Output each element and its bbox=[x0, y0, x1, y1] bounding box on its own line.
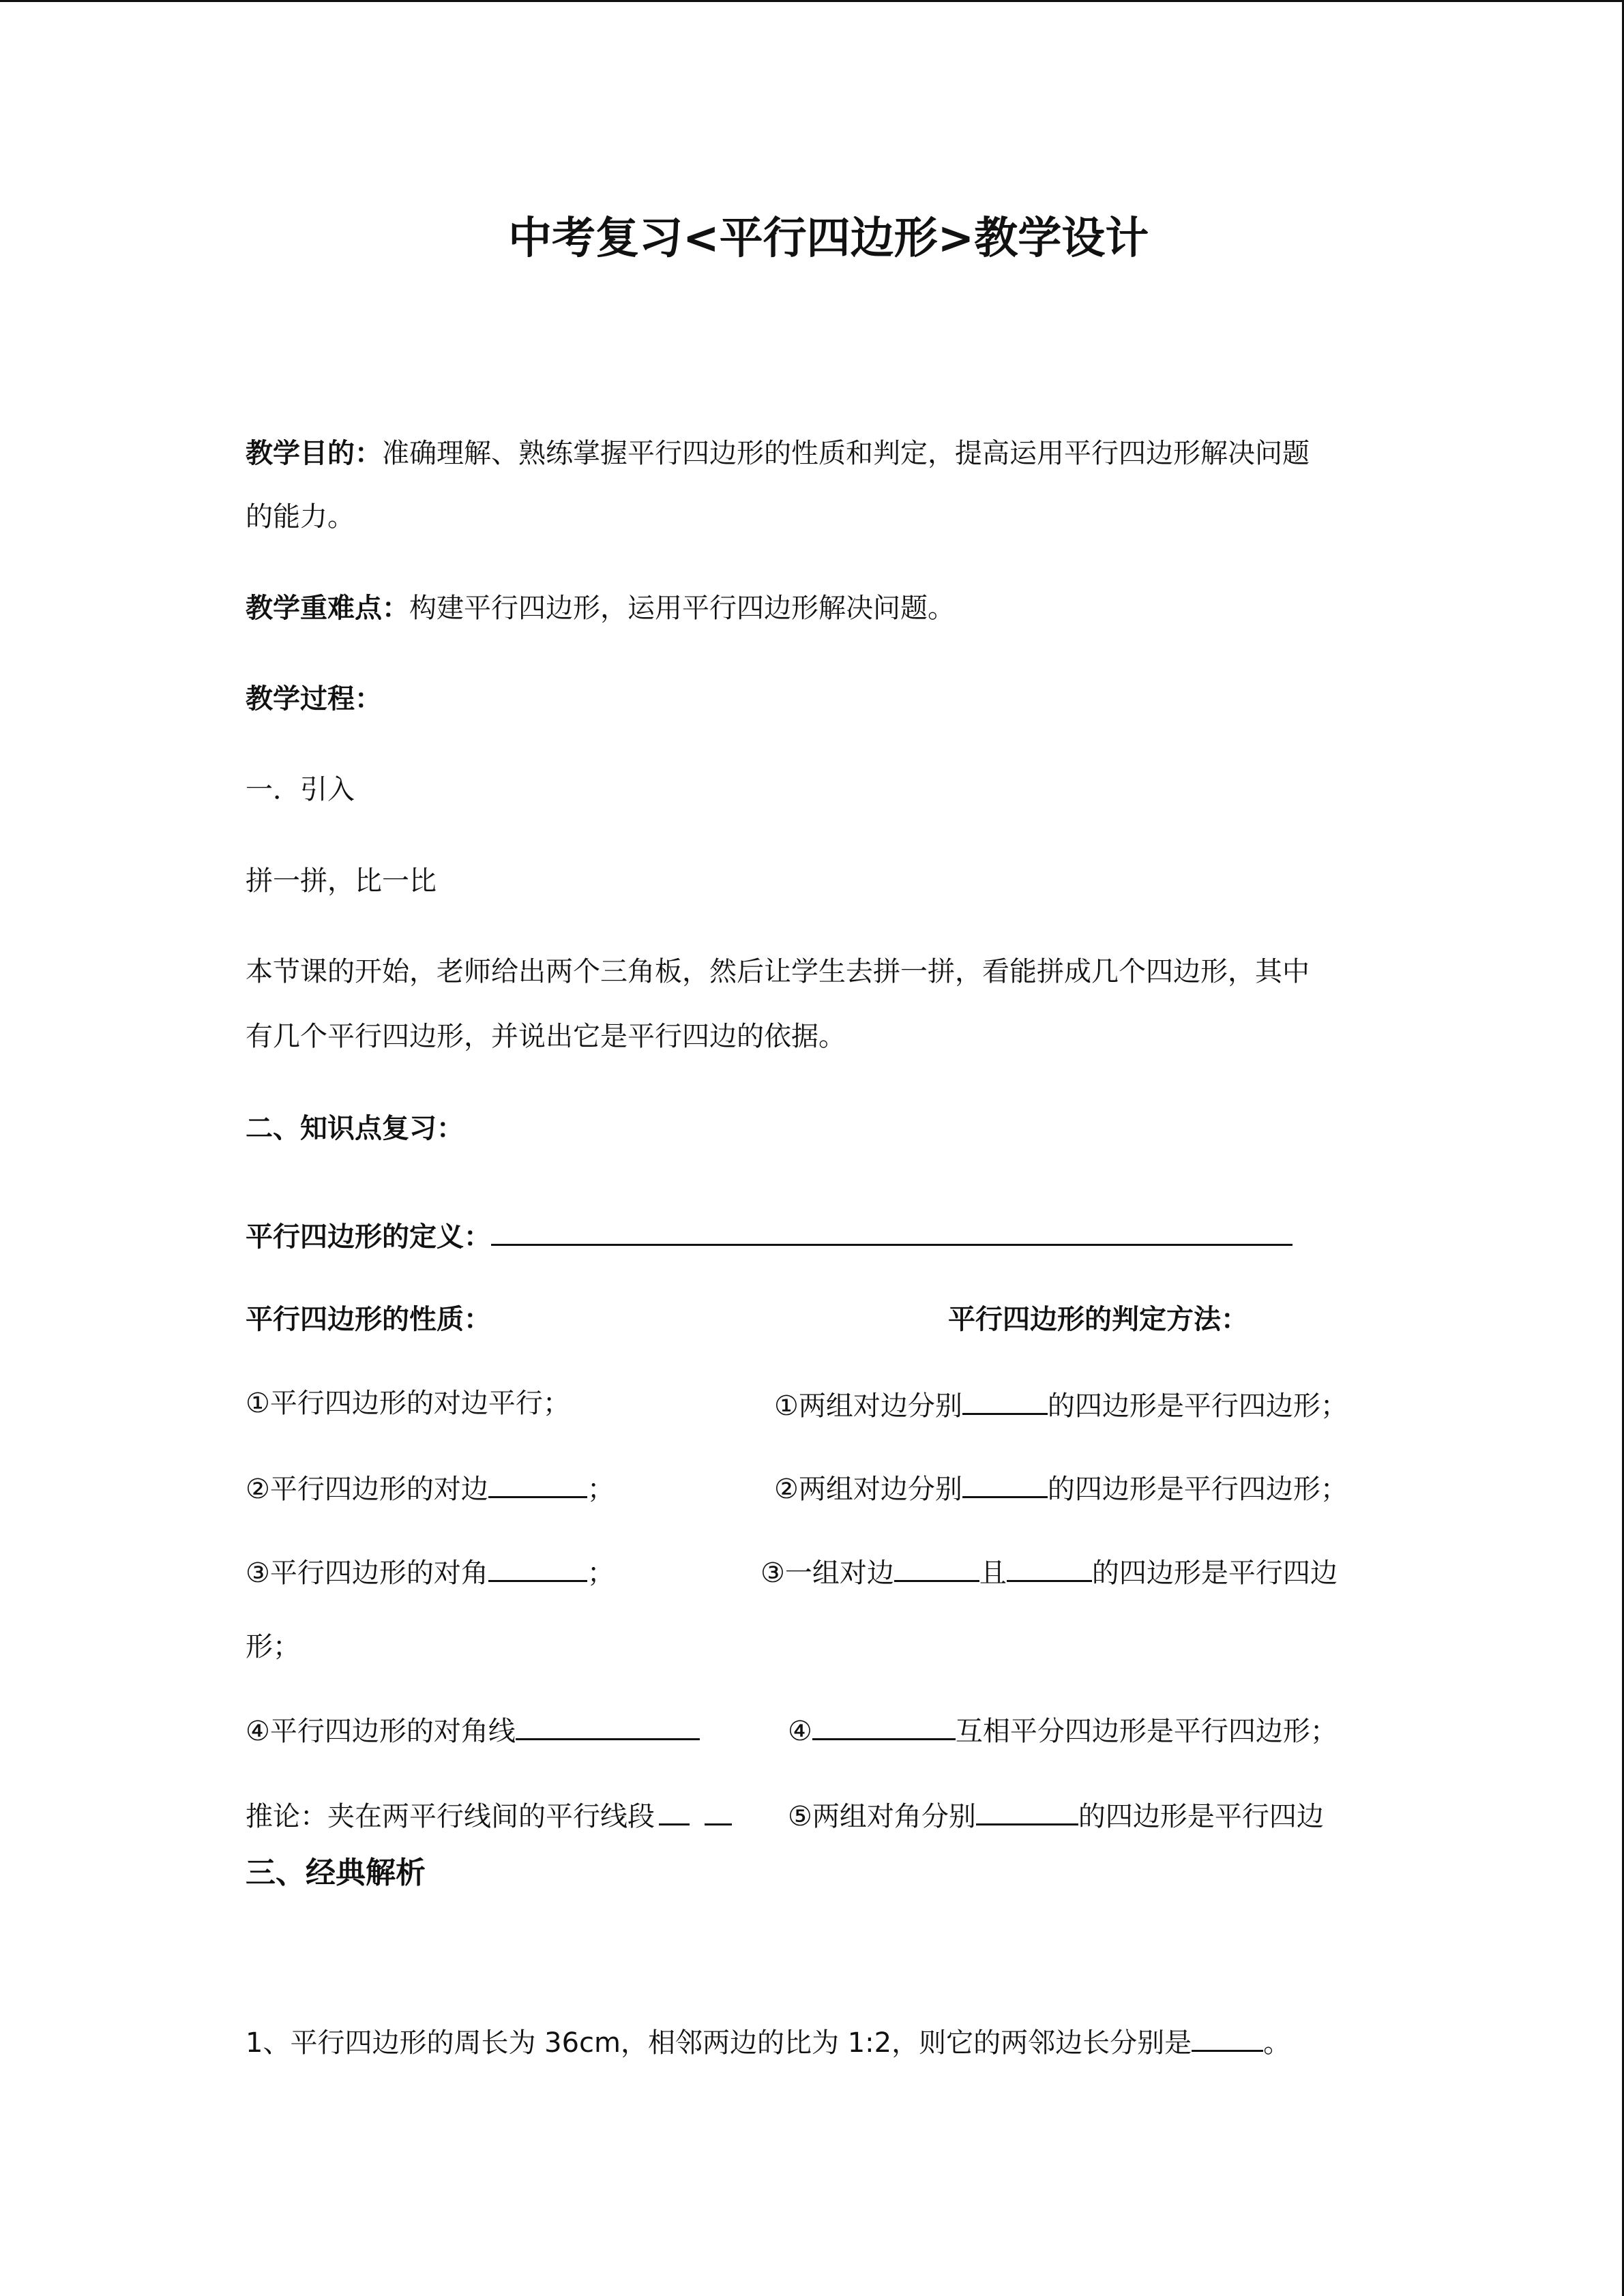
key-points-label: 教学重难点： bbox=[246, 593, 409, 624]
question-1 bbox=[246, 2027, 1290, 2057]
property-4-a: ④平行四边形的对角线 bbox=[246, 1716, 516, 1747]
question-1-blank bbox=[1192, 2027, 1263, 2052]
criterion-3-a: ③一组对边 bbox=[761, 1557, 894, 1589]
property-2-b: ； bbox=[587, 1474, 615, 1505]
question-1-end: 。 bbox=[1263, 2027, 1291, 2059]
corollary bbox=[246, 1800, 732, 1830]
criterion-3-b: 且 bbox=[979, 1557, 1007, 1589]
criterion-4 bbox=[788, 1715, 1338, 1745]
property-4-blank bbox=[516, 1715, 700, 1740]
criterion-1 bbox=[774, 1390, 1348, 1420]
section1-desc-line2: 有几个平行四边形，并说出它是平行四边的依据。 bbox=[246, 1021, 846, 1052]
criterion-1-blank bbox=[962, 1390, 1048, 1415]
criterion-1-b: 的四边形是平行四边形； bbox=[1047, 1390, 1348, 1422]
definition-label: 平行四边形的定义： bbox=[246, 1221, 491, 1253]
property-3-a: ③平行四边形的对角 bbox=[246, 1557, 488, 1589]
properties-heading: 平行四边形的性质： bbox=[246, 1304, 491, 1335]
property-1: ①平行四边形的对边平行； bbox=[246, 1388, 570, 1419]
section3-heading: 三、经典解析 bbox=[246, 1855, 426, 1890]
corollary-text: 推论：夹在两平行线间的平行线段 bbox=[246, 1801, 655, 1832]
section1-heading: 一．引入 bbox=[246, 774, 355, 805]
criterion-3-blank-2 bbox=[1007, 1557, 1092, 1582]
objective-line1 bbox=[246, 440, 1310, 467]
property-2-a: ②平行四边形的对边 bbox=[246, 1474, 488, 1505]
key-points bbox=[246, 595, 955, 622]
criteria-heading: 平行四边形的判定方法： bbox=[948, 1304, 1248, 1335]
criterion-4-a: ④ bbox=[788, 1716, 812, 1747]
criterion-2-blank bbox=[962, 1473, 1048, 1498]
definition-blank bbox=[491, 1221, 1293, 1246]
objective-line2: 的能力。 bbox=[246, 501, 355, 533]
criterion-2-a: ②两组对边分别 bbox=[774, 1474, 962, 1505]
criterion-2-b: 的四边形是平行四边形； bbox=[1047, 1474, 1348, 1505]
process-label: 教学过程： bbox=[246, 683, 382, 715]
objective-label: 教学目的： bbox=[246, 438, 382, 469]
criterion-3-wrap: 形； bbox=[246, 1631, 300, 1663]
criterion-1-a: ①两组对边分别 bbox=[774, 1390, 962, 1422]
criterion-4-blank bbox=[812, 1715, 956, 1740]
corollary-blank-1 bbox=[659, 1800, 690, 1825]
section2-heading: 二、知识点复习： bbox=[246, 1113, 464, 1144]
criterion-4-b: 互相平分四边形是平行四边形； bbox=[955, 1716, 1338, 1747]
criterion-3-blank-1 bbox=[894, 1557, 979, 1582]
property-3 bbox=[246, 1557, 615, 1587]
criterion-5-b: 的四边形是平行四边 bbox=[1078, 1801, 1324, 1832]
property-2 bbox=[246, 1473, 615, 1503]
objective-text: 准确理解、熟练掌握平行四边形的性质和判定，提高运用平行四边形解决问题 bbox=[382, 438, 1310, 469]
section1-activity: 拼一拼，比一比 bbox=[246, 865, 437, 897]
property-3-blank bbox=[488, 1557, 587, 1582]
corollary-blank-2 bbox=[705, 1800, 732, 1825]
property-2-blank bbox=[488, 1473, 587, 1498]
section1-desc-line1: 本节课的开始，老师给出两个三角板，然后让学生去拼一拼，看能拼成几个四边形，其中 bbox=[246, 956, 1310, 987]
question-1-text: 1、平行四边形的周长为 36cm，相邻两边的比为 1:2，则它的两邻边长分别是 bbox=[246, 2027, 1192, 2059]
criterion-3-c: 的四边形是平行四边 bbox=[1091, 1557, 1338, 1589]
property-3-b: ； bbox=[587, 1557, 615, 1589]
criterion-5 bbox=[788, 1800, 1324, 1830]
criterion-5-blank bbox=[976, 1800, 1078, 1825]
key-points-text: 构建平行四边形，运用平行四边形解决问题。 bbox=[409, 593, 955, 624]
criterion-3 bbox=[761, 1557, 1338, 1587]
criterion-5-a: ⑤两组对角分别 bbox=[788, 1801, 976, 1832]
page-title: 中考复习<平行四边形>教学设计 bbox=[508, 213, 1149, 264]
definition-line bbox=[246, 1221, 1293, 1251]
property-4 bbox=[246, 1715, 700, 1745]
criterion-2 bbox=[774, 1473, 1348, 1503]
page-top-border bbox=[0, 0, 1624, 2]
